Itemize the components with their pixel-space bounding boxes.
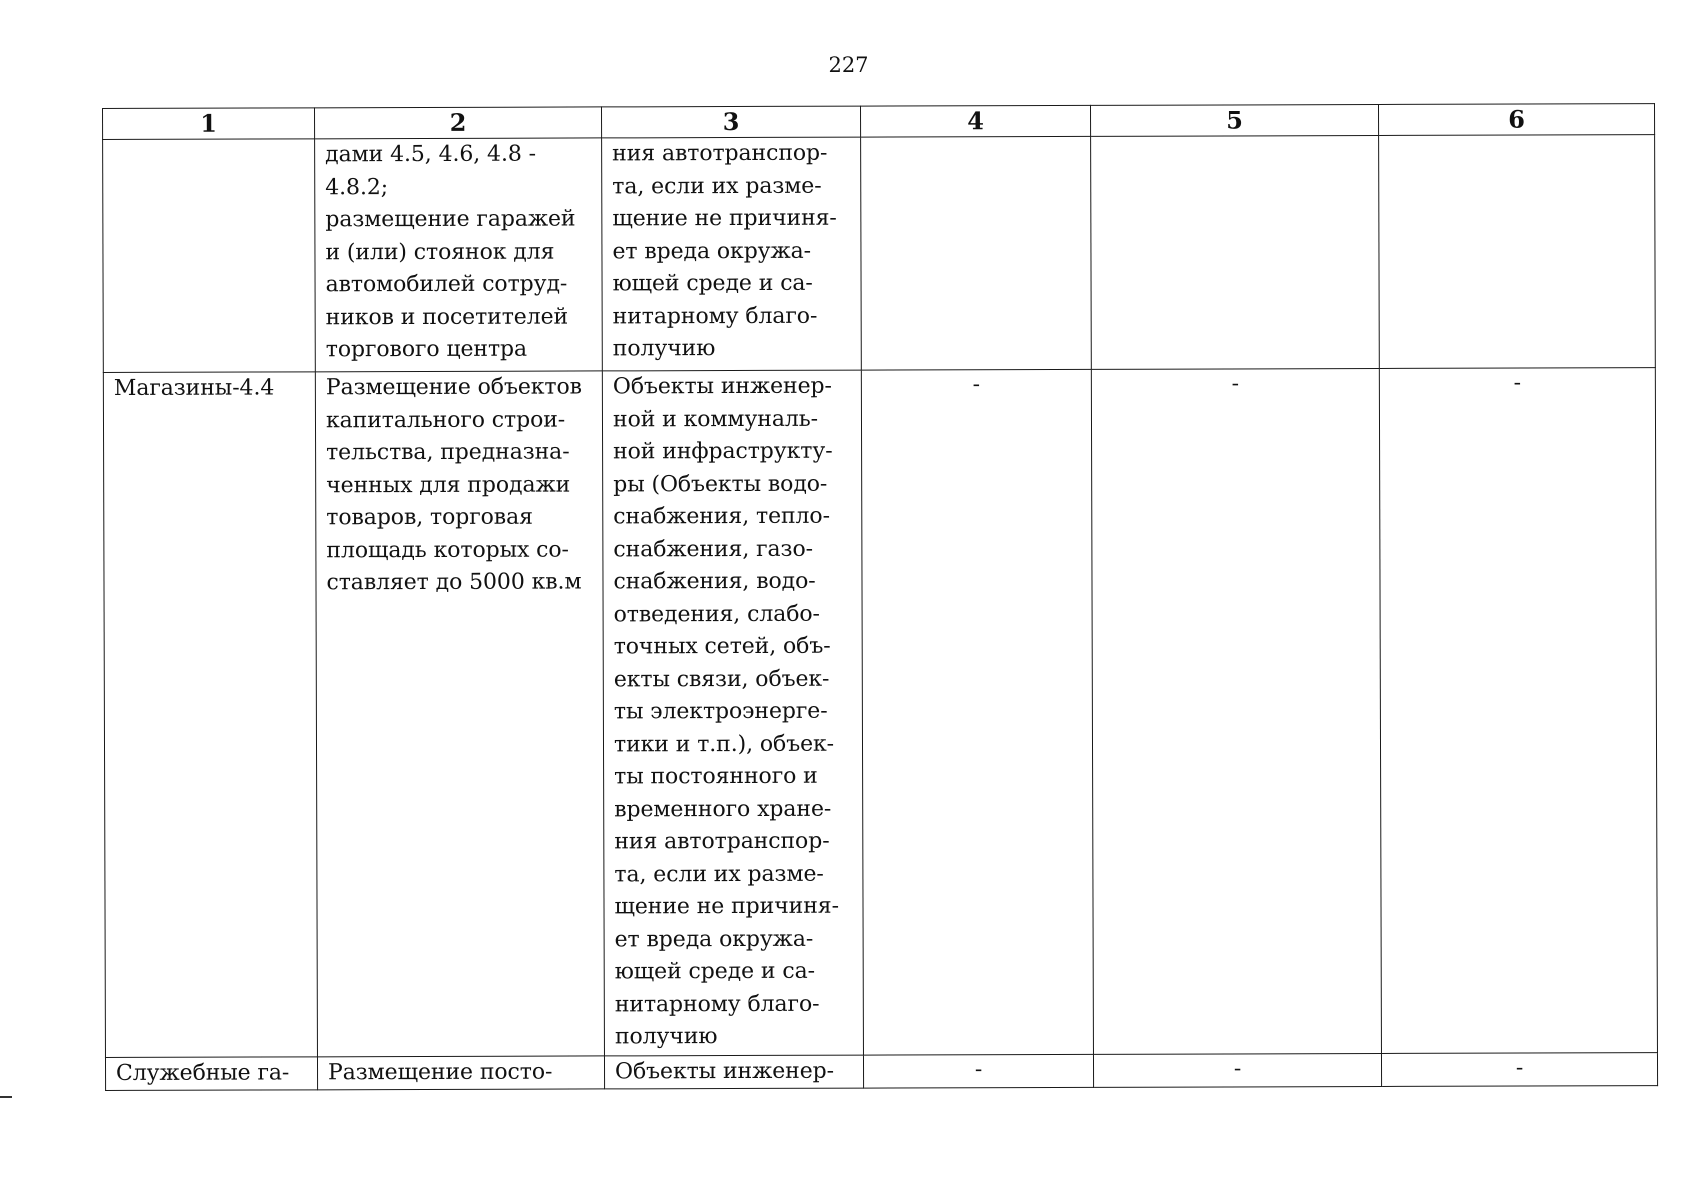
table-cell <box>1091 368 1381 1054</box>
use-type-description: Размещение посто- <box>327 1059 553 1086</box>
column-4-value: - <box>974 1057 983 1083</box>
use-type-name: Служебные га- <box>115 1060 290 1086</box>
table-cell <box>861 136 1092 370</box>
column-5-value: - <box>1231 371 1240 397</box>
column-6-value <box>1379 135 1654 136</box>
use-type-description: дами 4.5, 4.6, 4.8 - 4.8.2; размещение гаражей и (или) стоянок для автомобилей сотруд- ников и посетителей торгового центра <box>325 141 576 363</box>
column-header-3: 3 <box>601 106 860 138</box>
table-cell <box>105 1057 317 1091</box>
page-number: 227 <box>828 53 869 77</box>
column-header-6: 6 <box>1378 104 1654 136</box>
table-cell <box>1093 1053 1381 1087</box>
column-header-4: 4 <box>860 105 1090 137</box>
table-cell <box>1379 368 1657 1054</box>
auxiliary-objects: Объекты инженер- ной и коммуналь- ной инфраструкту- ры (Объекты водо- снабжения, тепло- снабжения, газо- снабжения, водо- отведения, слабо- точных сетей, объ- екты связи, объек- ты электроэнерге- тики и т.п.), объек- ты постоянного и временного хране- ния автотранспор- та, если их разме- щение не причиня- ет вреда окружа- ющей среде и са- нитарному благо- получию <box>612 373 839 1050</box>
column-header-5: 5 <box>1090 104 1378 136</box>
table-cell <box>861 369 1093 1055</box>
table-row <box>103 135 1656 373</box>
column-5-value: - <box>1233 1056 1242 1082</box>
table-cell <box>1379 135 1656 369</box>
table-cell <box>602 370 863 1056</box>
table-cell <box>103 372 317 1058</box>
column-header-2: 2 <box>315 107 602 139</box>
table-row <box>103 368 1657 1058</box>
use-type-name: Магазины-4.4 <box>113 375 275 401</box>
table-cell <box>315 371 604 1057</box>
table-cell <box>863 1054 1093 1088</box>
use-type-description: Размещение объектов капитального строи- тельства, предназна- ченных для продажи товаров, торговая площадь которых со- ставляет до 5000 кв.м <box>325 374 582 596</box>
table-cell <box>1381 1053 1657 1087</box>
column-5-value <box>1091 136 1378 137</box>
column-4-value: - <box>972 372 981 398</box>
table-cell <box>315 138 603 372</box>
column-4-value <box>861 137 1090 138</box>
margin-mark <box>0 1096 12 1098</box>
table-cell <box>317 1056 604 1090</box>
table-row <box>105 1053 1657 1091</box>
column-6-value: - <box>1513 370 1522 396</box>
column-6-value: - <box>1515 1055 1524 1081</box>
table-cell <box>1091 135 1380 369</box>
table-cell <box>103 139 316 373</box>
table-header-row <box>103 104 1655 140</box>
use-type-name <box>103 139 314 140</box>
auxiliary-objects: Объекты инженер- <box>614 1058 834 1085</box>
column-header-1: 1 <box>103 108 315 140</box>
regulations-table <box>102 103 1658 1091</box>
table-cell <box>602 137 862 371</box>
auxiliary-objects: ния автотранспор- та, если их разме- щение не причиня- ет вреда окружа- ющей среде и са- нитарному благо- получию <box>612 140 837 362</box>
table-cell <box>604 1055 863 1089</box>
